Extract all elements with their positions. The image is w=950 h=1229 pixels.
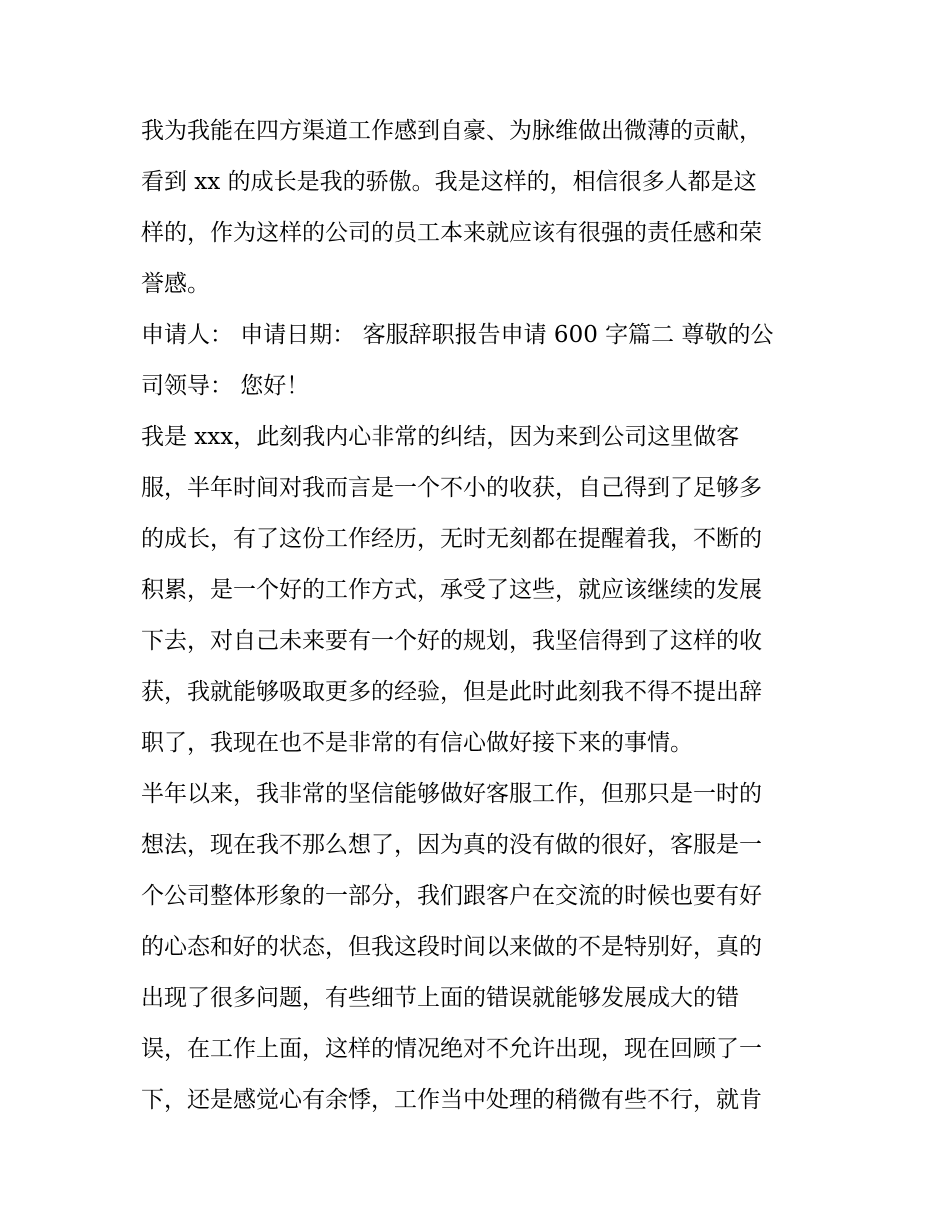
text-line: 下去，对自己未来要有一个好的规划，我坚信得到了这样的收 — [141, 628, 762, 654]
text-line: 想法，现在我不那么想了，因为真的没有做的很好，客服是一 — [141, 832, 762, 858]
text-line: 我是 xxx，此刻我内心非常的纠结，因为来到公司这里做客 — [141, 424, 740, 450]
text-line: 获，我就能够吸取更多的经验，但是此时此刻我不得不提出辞 — [141, 679, 762, 705]
text-line: 样的，作为这样的公司的员工本来就应该有很强的责任感和荣 — [141, 220, 762, 246]
text-line: 我为我能在四方渠道工作感到自豪、为脉维做出微薄的贡献， — [141, 118, 762, 144]
text-line: 个公司整体形象的一部分，我们跟客户在交流的时候也要有好 — [141, 883, 762, 909]
text-line: 服，半年时间对我而言是一个不小的收获，自己得到了足够多 — [141, 475, 762, 501]
text-line: 誉感。 — [141, 271, 210, 297]
document-body — [141, 106, 821, 1126]
text-line: 下，还是感觉心有余悸，工作当中处理的稍微有些不行，就肯 — [141, 1087, 762, 1113]
text-line: 看到 xx 的成长是我的骄傲。我是这样的，相信很多人都是这 — [141, 169, 757, 195]
text-line: 误，在工作上面，这样的情况绝对不允许出现，现在回顾了一 — [141, 1036, 762, 1062]
text-line: 积累，是一个好的工作方式，承受了这些，就应该继续的发展 — [141, 577, 762, 603]
applicant-line: 申请人： 申请日期： 客服辞职报告申请 600 字篇二 尊敬的公 — [141, 322, 774, 348]
text-line: 的成长，有了这份工作经历，无时无刻都在提醒着我，不断的 — [141, 526, 762, 552]
text-line: 的心态和好的状态，但我这段时间以来做的不是特别好，真的 — [141, 934, 762, 960]
greeting-line: 司领导： 您好！ — [141, 373, 310, 399]
text-line: 出现了很多问题，有些细节上面的错误就能够发展成大的错 — [141, 985, 739, 1011]
text-line: 半年以来，我非常的坚信能够做好客服工作，但那只是一时的 — [141, 781, 762, 807]
text-line: 职了，我现在也不是非常的有信心做好接下来的事情。 — [141, 730, 693, 756]
